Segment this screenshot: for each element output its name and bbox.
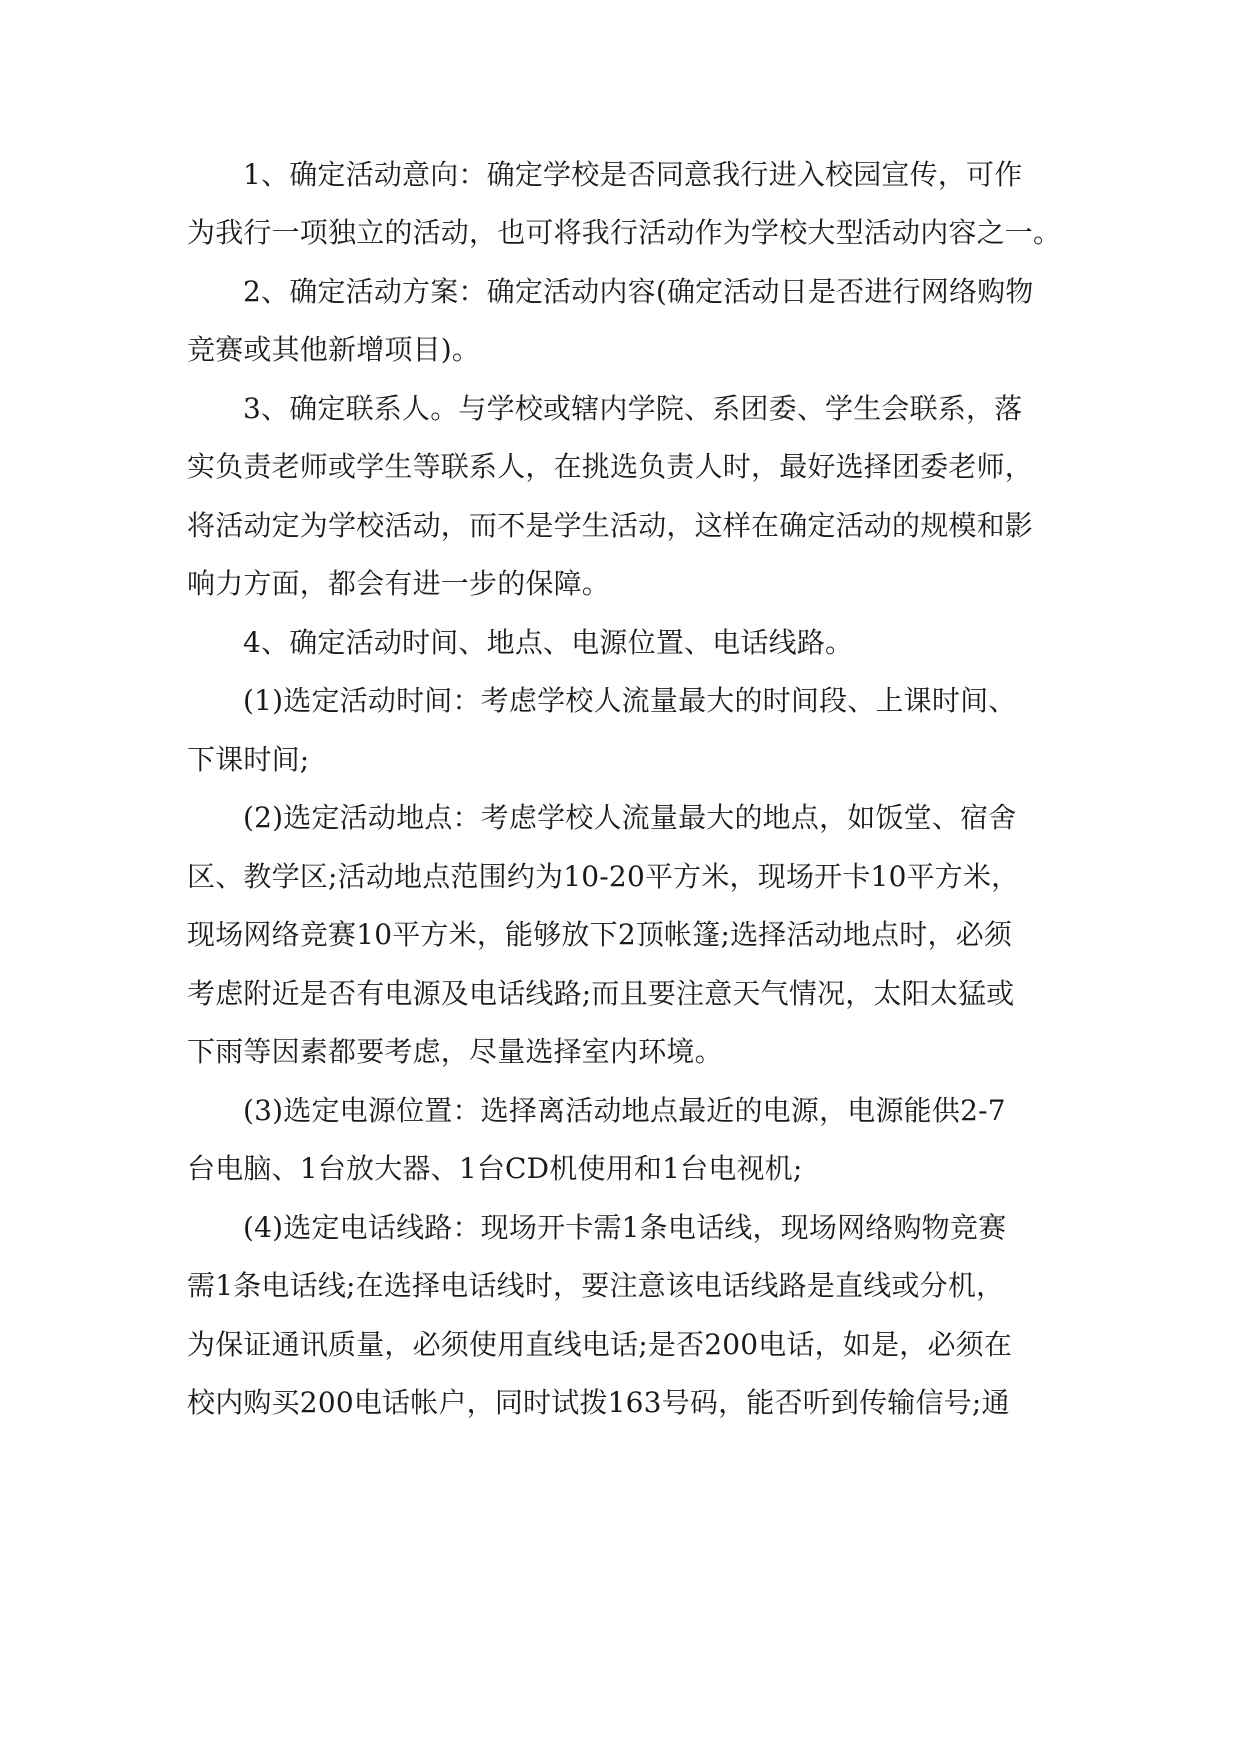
paragraph-8-line-3: 为保证通讯质量，必须使用直线电话;是否200电话，如是，必须在 (187, 1328, 1013, 1361)
paragraph-3-line-1: 3、确定联系人。与学校或辖内学院、系团委、学生会联系，落 (243, 392, 1023, 425)
paragraph-8-line-2: 需1条电话线;在选择电话线时，要注意该电话线路是直线或分机， (187, 1269, 1005, 1302)
paragraph-5-line-1: (1)选定活动时间：考虑学校人流量最大的时间段、上课时间、 (243, 684, 1017, 717)
paragraph-2-line-2: 竞赛或其他新增项目)。 (187, 333, 481, 366)
paragraph-4-line-1: 4、确定活动时间、地点、电源位置、电话线路。 (243, 626, 854, 659)
paragraph-7-line-1: (3)选定电源位置：选择离活动地点最近的电源，电源能供2-7 (243, 1094, 1006, 1127)
paragraph-2-line-1: 2、确定活动方案：确定活动内容(确定活动日是否进行网络购物 (243, 275, 1034, 308)
paragraph-6-line-3: 现场网络竞赛10平方米，能够放下2顶帐篷;选择活动地点时，必须 (187, 918, 1013, 951)
paragraph-6-line-1: (2)选定活动地点：考虑学校人流量最大的地点，如饭堂、宿舍 (243, 801, 1017, 834)
paragraph-3-line-4: 响力方面，都会有进一步的保障。 (187, 567, 611, 600)
paragraph-3-line-3: 将活动定为学校活动，而不是学生活动，这样在确定活动的规模和影 (187, 509, 1034, 542)
paragraph-3-line-2: 实负责老师或学生等联系人，在挑选负责人时，最好选择团委老师， (187, 450, 1034, 483)
paragraph-6-line-2: 区、教学区;活动地点范围约为10-20平方米，现场开卡10平方米， (187, 860, 1020, 893)
paragraph-6-line-4: 考虑附近是否有电源及电话线路;而且要注意天气情况，太阳太猛或 (187, 977, 1015, 1010)
paragraph-6-line-5: 下雨等因素都要考虑，尽量选择室内环境。 (187, 1035, 723, 1068)
paragraph-7-line-2: 台电脑、1台放大器、1台CD机使用和1台电视机; (187, 1152, 803, 1185)
paragraph-8-line-4: 校内购买200电话帐户，同时试拨163号码，能否听到传输信号;通 (187, 1386, 1010, 1419)
paragraph-1-line-1: 1、确定活动意向：确定学校是否同意我行进入校园宣传，可作 (243, 158, 1023, 191)
paragraph-1-line-2: 为我行一项独立的活动，也可将我行活动作为学校大型活动内容之一。 (187, 216, 1062, 249)
paragraph-5-line-2: 下课时间; (187, 743, 310, 776)
paragraph-8-line-1: (4)选定电话线路：现场开卡需1条电话线，现场网络购物竞赛 (243, 1211, 1007, 1244)
